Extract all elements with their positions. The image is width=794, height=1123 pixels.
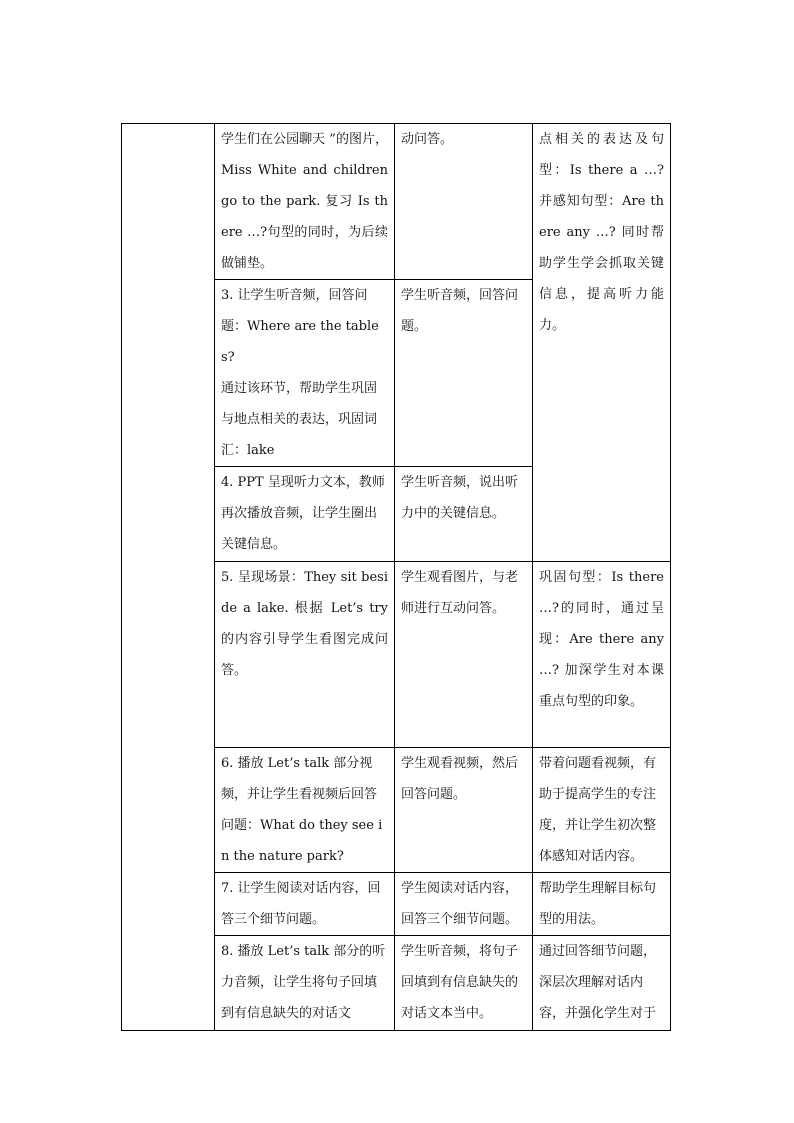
teacher-activity-cell: [215, 562, 395, 748]
design-purpose-cell: [533, 562, 671, 748]
teacher-activity-text: 学生们在公园聊天 ”的图片，Miss White and children go to the park. 复习 Is there …?句型的同时，为后续做铺垫。: [221, 132, 388, 271]
teacher-activity-cell: [215, 124, 395, 280]
teacher-activity-cell: [215, 936, 395, 1031]
teacher-activity-text: 通过该环节，帮助学生巩固与地点相关的表达，巩固词汇：lake: [221, 381, 378, 458]
student-activity-cell: [395, 562, 533, 748]
teacher-activity-text: 4. PPT 呈现听力文本，教师再次播放音频，让学生圈出关键信息。: [221, 475, 385, 552]
student-activity-text: 动问答。: [401, 132, 454, 147]
student-activity-text: 学生观看视频，然后回答问题。: [401, 756, 519, 802]
student-activity-cell: [395, 873, 533, 936]
teacher-activity-cell: [215, 873, 395, 936]
student-activity-text: 学生听音频，将句子回填到有信息缺失的对话文本当中。: [401, 944, 519, 1021]
student-activity-cell: [395, 124, 533, 280]
student-activity-cell: [395, 748, 533, 873]
design-purpose-cell: [533, 748, 671, 873]
teacher-activity-cell: [215, 748, 395, 873]
student-activity-cell: [395, 936, 533, 1031]
student-activity-cell: [395, 280, 533, 467]
teacher-activity-cell: [215, 280, 395, 467]
teacher-activity-text: 3. 让学生听音频，回答问题：Where are the tables?: [221, 288, 379, 365]
design-purpose-text: 巩固句型：Is there …?的同时，通过呈现：Are there any …? 加深学生对本课重点句型的印象。: [539, 570, 664, 709]
design-purpose-cell: [533, 873, 671, 936]
design-purpose-text: 点相关的表达及句型：Is there a …? 并感知句型：Are there any …? 同时帮助学生学会抓取关键信息，提高听力能力。: [539, 132, 664, 333]
student-activity-text: 学生阅读对话内容，回答三个细节问题。: [401, 881, 519, 927]
student-activity-text: 学生听音频，说出听力中的关键信息。: [401, 475, 519, 521]
design-purpose-text: 帮助学生理解目标句型的用法。: [539, 881, 657, 927]
design-purpose-text: 通过回答细节问题，深层次理解对话内容，并强化学生对于: [539, 944, 657, 1021]
teacher-activity-text: 8. 播放 Let’s talk 部分的听力音频，让学生将句子回填到有信息缺失的对话文: [221, 944, 386, 1021]
student-activity-text: 学生观看图片，与老师进行互动问答。: [401, 570, 519, 616]
design-purpose-cell: [533, 936, 671, 1031]
design-purpose-cell: [533, 124, 671, 562]
table-row: [122, 124, 671, 280]
teacher-activity-text: 6. 播放 Let’s talk 部分视频，并让学生看视频后回答问题：What do they see in the nature park?: [221, 756, 383, 864]
student-activity-text: 学生听音频，回答问题。: [401, 288, 519, 334]
stage-column-cell: [122, 124, 215, 1031]
design-purpose-text: 带着问题看视频，有助于提高学生的专注度，并让学生初次整体感知对话内容。: [539, 756, 657, 864]
teacher-activity-cell: [215, 467, 395, 562]
student-activity-cell: [395, 467, 533, 562]
teacher-activity-text: 5. 呈现场景：They sit beside a lake. 根据 Let’s try 的内容引导学生看图完成问答。: [221, 570, 388, 678]
lesson-plan-table: [121, 123, 671, 1031]
teacher-activity-text: 7. 让学生阅读对话内容，回答三个细节问题。: [221, 881, 381, 927]
